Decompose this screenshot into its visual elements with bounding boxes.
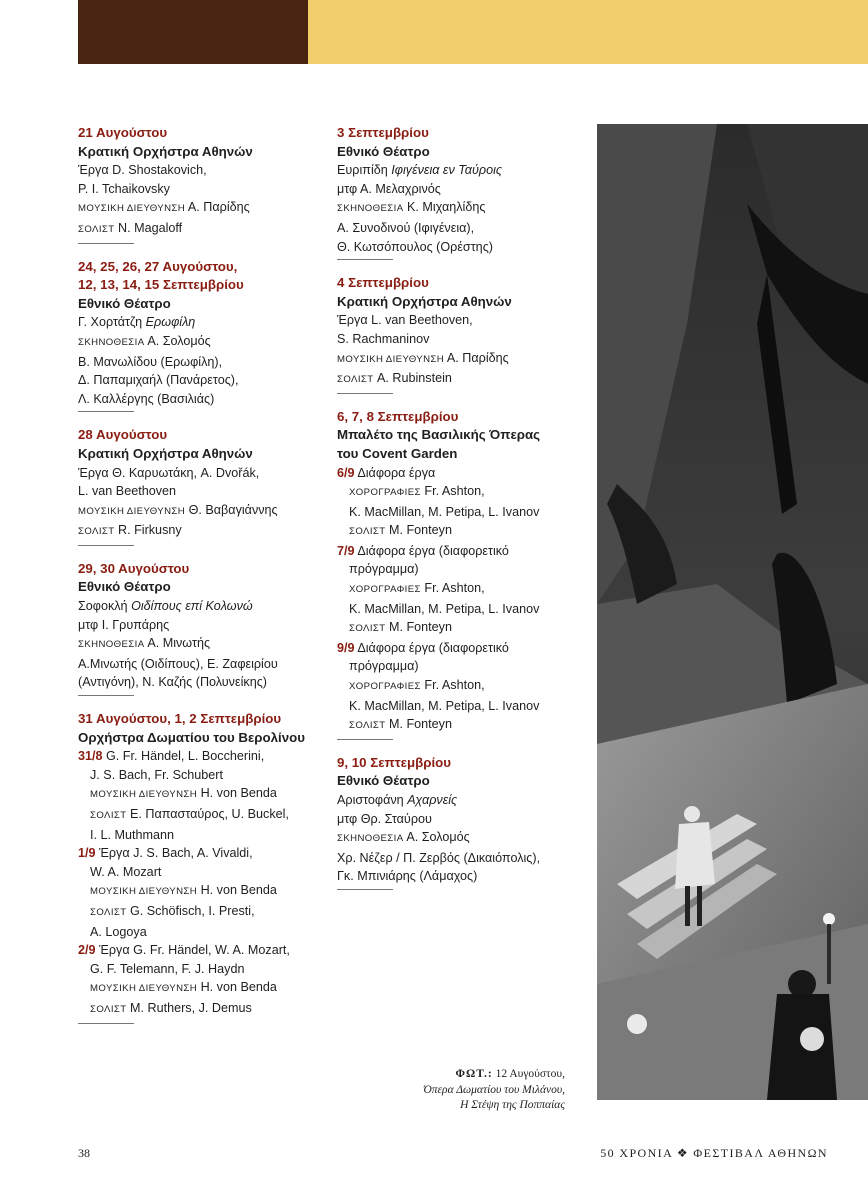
event-credit: ΜΟΥΣΙΚΗ ΔΙΕΥΘΥΝΣΗ Α. Παρίδης — [337, 350, 509, 365]
event-date: 6, 7, 8 Σεπτεμβρίου — [337, 408, 459, 424]
event-date: 24, 25, 26, 27 Αυγούστου, — [78, 258, 238, 274]
divider — [78, 411, 134, 412]
event-line: Αριστοφάνη Αχαρνείς — [337, 793, 458, 807]
event-line: A. Logoya — [90, 924, 147, 939]
event-line: Γκ. Μπινιάρης (Λάμαχος) — [337, 869, 478, 884]
event-credit: ΜΟΥΣΙΚΗ ΔΙΕΥΘΥΝΣΗ H. von Benda — [90, 883, 277, 898]
event-venue: Ορχήστρα Δωματίου του Βερολίνου — [78, 729, 305, 745]
event-date: 12, 13, 14, 15 Σεπτεμβρίου — [78, 277, 244, 293]
event-date: 29, 30 Αυγούστου — [78, 560, 190, 576]
event-venue: Κρατική Ορχήστρα Αθηνών — [78, 143, 253, 159]
caption-line: Η Στέψη της Ποππαίας — [460, 1099, 565, 1112]
divider — [337, 889, 393, 890]
event-line: K. MacMillan, M. Petipa, L. Ivanov — [349, 698, 540, 713]
event-line: K. MacMillan, M. Petipa, L. Ivanov — [349, 601, 540, 616]
event-line: J. S. Bach, Fr. Schubert — [90, 767, 223, 782]
event-4-sep — [337, 274, 592, 394]
event-soloist: ΣΟΛΙΣΤ M. Fonteyn — [349, 620, 452, 635]
event-date: 21 Αυγούστου — [78, 125, 168, 140]
event-soloist: ΣΟΛΙΣΤ M. Fonteyn — [349, 523, 452, 538]
caption-line: Όπερα Δωματίου του Μιλάνου, — [423, 1083, 565, 1096]
event-line: Γ. Χορτάτζη Ερωφίλη — [78, 315, 196, 330]
event-line: μτφ Ι. Γρυπάρης — [78, 617, 170, 632]
divider — [78, 243, 134, 244]
divider — [78, 1023, 134, 1024]
event-line: Α.Μινωτής (Οιδίπους), Ε. Ζαφειρίου — [78, 656, 278, 671]
event-date: 3 Σεπτεμβρίου — [337, 125, 429, 140]
divider — [337, 739, 393, 740]
event-date: 9, 10 Σεπτεμβρίου — [337, 754, 452, 770]
event-soloist: ΣΟΛΙΣΤ A. Rubinstein — [337, 371, 452, 386]
event-oidipous — [78, 560, 333, 696]
event-venue: Εθνικό Θέατρο — [337, 773, 430, 789]
event-line: μτφ Α. Μελαχρινός — [337, 181, 441, 196]
event-line: 1/9 Έργα J. S. Bach, A. Vivaldi, — [78, 846, 253, 861]
event-line: (Αντιγόνη), Ν. Καζής (Πολυνείκης) — [78, 675, 267, 690]
event-venue: Κρατική Ορχήστρα Αθηνών — [78, 445, 253, 461]
event-line: 9/9 Διάφορα έργα (διαφορετικό — [337, 640, 509, 655]
event-credit: ΜΟΥΣΙΚΗ ΔΙΕΥΘΥΝΣΗ Α. Παρίδης — [78, 200, 250, 215]
event-line: πρόγραμμα) — [349, 659, 419, 674]
divider — [337, 259, 393, 260]
event-credit: ΣΚΗΝΟΘΕΣΙΑ Α. Σολομός — [78, 333, 211, 348]
event-soloist: ΣΟΛΙΣΤ M. Ruthers, J. Demus — [90, 1000, 252, 1015]
footer-title: 50 ΧΡΟΝΙΑ ❖ ΦΕΣΤΙΒΑΛ ΑΘΗΝΩΝ — [600, 1146, 828, 1160]
event-line: P. I. Tchaikovsky — [78, 181, 170, 196]
event-credit: ΜΟΥΣΙΚΗ ΔΙΕΥΘΥΝΣΗ Θ. Βαβαγιάννης — [78, 502, 278, 517]
event-soloist: ΣΟΛΙΣΤ R. Firkusny — [78, 523, 182, 538]
event-credit: ΧΟΡΟΓΡΑΦΙΕΣ Fr. Ashton, — [349, 484, 485, 499]
divider — [337, 393, 393, 394]
event-berlin-chamber — [78, 710, 333, 1024]
event-soloist: ΣΟΛΙΣΤ N. Magaloff — [78, 220, 183, 235]
event-line: Έργα L. van Beethoven, — [337, 313, 473, 328]
event-acharneis — [337, 754, 592, 890]
event-line: πρόγραμμα) — [349, 562, 419, 577]
event-line: I. L. Muthmann — [90, 827, 174, 842]
event-line: 7/9 Διάφορα έργα (διαφορετικό — [337, 543, 509, 558]
event-venue: Μπαλέτο της Βασιλικής Όπερας — [337, 427, 541, 443]
program-column-left — [78, 124, 333, 1038]
header-bar-gold — [308, 0, 868, 64]
event-date: 28 Αυγούστου — [78, 427, 168, 443]
event-venue: Εθνικό Θέατρο — [78, 295, 171, 311]
event-line: Δ. Παπαμιχαήλ (Πανάρετος), — [78, 373, 239, 388]
event-date: 31 Αυγούστου, 1, 2 Σεπτεμβρίου — [78, 711, 282, 727]
event-line: G. F. Telemann, F. J. Haydn — [90, 961, 245, 976]
event-credit: ΜΟΥΣΙΚΗ ΔΙΕΥΘΥΝΣΗ H. von Benda — [90, 980, 277, 995]
header-bar-brown — [78, 0, 308, 64]
event-credit: ΣΚΗΝΟΘΕΣΙΑ Α. Μινωτής — [78, 636, 211, 651]
event-line: L. van Beethoven — [78, 484, 177, 499]
event-venue: Κρατική Ορχήστρα Αθηνών — [337, 293, 512, 309]
event-line: Σοφοκλή Οιδίπους επί Κολωνώ — [78, 599, 253, 614]
event-line: 6/9 Διάφορα έργα — [337, 465, 436, 480]
event-credit: ΧΟΡΟΓΡΑΦΙΕΣ Fr. Ashton, — [349, 581, 485, 596]
event-venue: Εθνικό Θέατρο — [337, 143, 430, 159]
event-credit: ΧΟΡΟΓΡΑΦΙΕΣ Fr. Ashton, — [349, 678, 485, 693]
event-soloist: ΣΟΛΙΣΤ M. Fonteyn — [349, 717, 452, 732]
event-line: Θ. Κωτσόπουλος (Ορέστης) — [337, 239, 493, 254]
event-erofili — [78, 258, 333, 413]
theatre-photo — [597, 124, 868, 1100]
photo-caption — [325, 1067, 565, 1114]
event-credit: ΣΚΗΝΟΘΕΣΙΑ Α. Σολομός — [337, 830, 470, 845]
event-line: Λ. Καλλέργης (Βασιλιάς) — [78, 391, 215, 406]
event-soloist: ΣΟΛΙΣΤ G. Schöfisch, I. Presti, — [90, 903, 255, 918]
event-line: 2/9 Έργα G. Fr. Händel, W. A. Mozart, — [78, 943, 290, 958]
event-date: 4 Σεπτεμβρίου — [337, 275, 429, 291]
event-line: W. A. Mozart — [90, 864, 162, 879]
event-line: S. Rachmaninov — [337, 331, 430, 346]
divider — [78, 545, 134, 546]
event-credit: ΣΚΗΝΟΘΕΣΙΑ Κ. Μιχαηλίδης — [337, 200, 486, 215]
event-line: Β. Μανωλίδου (Ερωφίλη), — [78, 354, 223, 369]
event-line: μτφ Θρ. Σταύρου — [337, 811, 432, 826]
event-soloist: ΣΟΛΙΣΤ Ε. Παπασταύρος, U. Buckel, — [90, 807, 289, 821]
event-ifigeneia — [337, 124, 592, 260]
caption-line: 12 Αυγούστου, — [495, 1068, 565, 1080]
event-21-aug — [78, 124, 333, 244]
event-line: Ευριπίδη Ιφιγένεια εν Ταύροις — [337, 163, 503, 178]
divider — [78, 695, 134, 696]
program-column-middle — [337, 124, 592, 904]
event-line: Έργα Θ. Καρυωτάκη, A. Dvořák, — [78, 465, 260, 480]
caption-label: ΦΩΤ.: — [455, 1068, 493, 1080]
event-venue: του Covent Garden — [337, 445, 458, 461]
event-28-aug — [78, 426, 333, 546]
event-line: Χρ. Νέζερ / Π. Ζερβός (Δικαιόπολις), — [337, 850, 541, 865]
event-line: K. MacMillan, M. Petipa, L. Ivanov — [349, 504, 540, 519]
event-credit: ΜΟΥΣΙΚΗ ΔΙΕΥΘΥΝΣΗ H. von Benda — [90, 786, 277, 801]
event-line: Α. Συνοδινού (Ιφιγένεια), — [337, 220, 475, 235]
event-venue: Εθνικό Θέατρο — [78, 579, 171, 595]
page-number: 38 — [78, 1146, 90, 1160]
event-royal-ballet — [337, 408, 592, 740]
event-line: 31/8 G. Fr. Händel, L. Boccherini, — [78, 749, 265, 764]
event-line: Έργα D. Shostakovich, — [78, 163, 207, 178]
